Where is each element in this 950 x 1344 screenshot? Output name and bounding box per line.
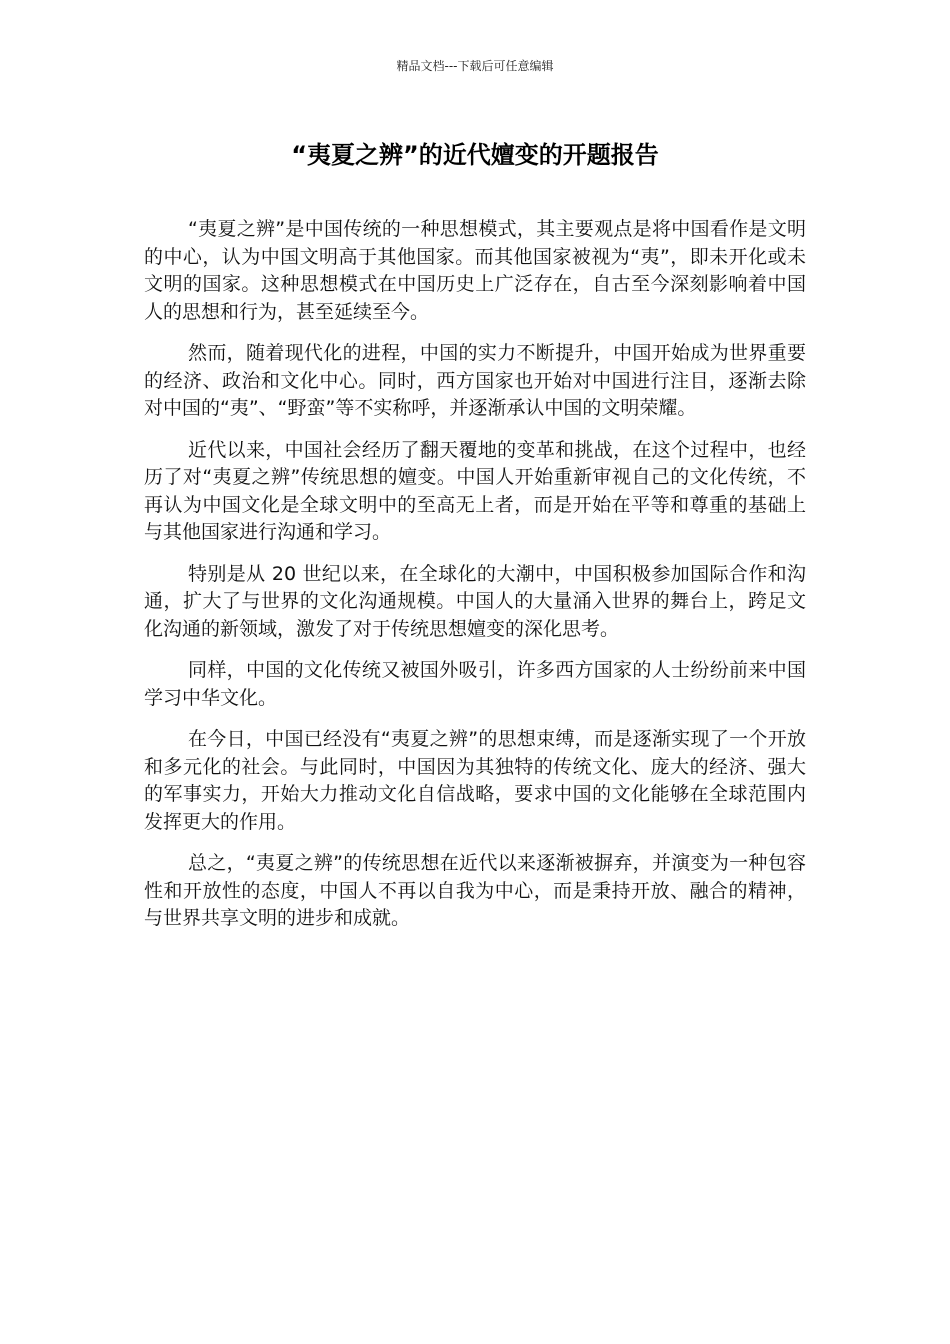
paragraph-1: “夷夏之辨”是中国传统的一种思想模式，其主要观点是将中国看作是文明的中心，认为中国文明高于其他国家。而其他国家被视为“夷”，即未开化或未文明的国家。这种思想模式在中国历史上广泛存在，自古至今深刻影响着中国人的思想和行为，甚至延续至今。 [144, 218, 806, 323]
document-body [144, 216, 806, 947]
paragraph-4: 特别是从 20 世纪以来，在全球化的大潮中，中国积极参加国际合作和沟通，扩大了与世界的文化沟通规模。中国人的大量涌入世界的舞台上，跨足文化沟通的新领域，激发了对于传统思想嬗变的深化思考。 [144, 562, 806, 640]
page-header: 精品文档---下载后可任意编辑 [396, 59, 554, 73]
document-title: “夷夏之辨”的近代嬗变的开题报告 [291, 141, 659, 169]
paragraph-6: 在今日，中国已经没有“夷夏之辨”的思想束缚，而是逐渐实现了一个开放和多元化的社会。与此同时，中国因为其独特的传统文化、庞大的经济、强大的军事实力，开始大力推动文化自信战略，要求中国的文化能够在全球范围内发挥更大的作用。 [144, 728, 806, 833]
paragraph-7: 总之，“夷夏之辨”的传统思想在近代以来逐渐被摒弃，并演变为一种包容性和开放性的态度，中国人不再以自我为中心，而是秉持开放、融合的精神，与世界共享文明的进步和成就。 [144, 852, 806, 929]
paragraph-5: 同样，中国的文化传统又被国外吸引，许多西方国家的人士纷纷前来中国学习中华文化。 [144, 659, 806, 709]
paragraph-3: 近代以来，中国社会经历了翻天覆地的变革和挑战，在这个过程中，也经历了对“夷夏之辨”传统思想的嬗变。中国人开始重新审视自己的文化传统，不再认为中国文化是全球文明中的至高无上者，而是开始在平等和尊重的基础上与其他国家进行沟通和学习。 [144, 438, 806, 543]
paragraph-2: 然而，随着现代化的进程，中国的实力不断提升，中国开始成为世界重要的经济、政治和文化中心。同时，西方国家也开始对中国进行注目，逐渐去除对中国的“夷”、“野蛮”等不实称呼，并逐渐承认中国的文明荣耀。 [144, 342, 806, 419]
